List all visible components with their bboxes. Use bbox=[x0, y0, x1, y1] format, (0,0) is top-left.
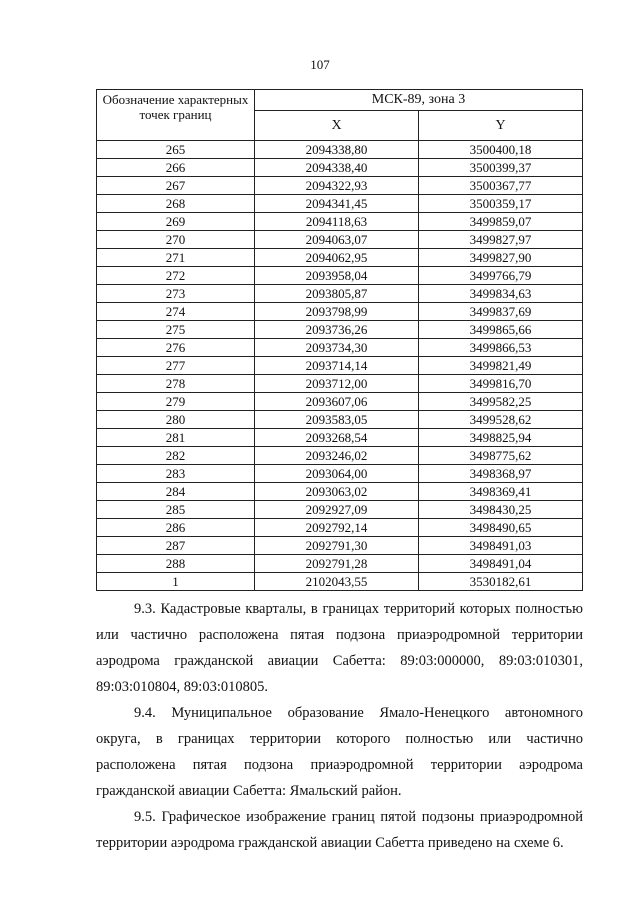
x-coordinate-cell: 2093798,99 bbox=[255, 303, 419, 321]
point-cell: 288 bbox=[97, 555, 255, 573]
point-cell: 269 bbox=[97, 213, 255, 231]
y-coordinate-cell: 3498825,94 bbox=[419, 429, 583, 447]
x-coordinate-cell: 2094062,95 bbox=[255, 249, 419, 267]
point-cell: 265 bbox=[97, 141, 255, 159]
point-cell: 286 bbox=[97, 519, 255, 537]
x-coordinate-cell: 2093064,00 bbox=[255, 465, 419, 483]
point-cell: 268 bbox=[97, 195, 255, 213]
point-cell: 281 bbox=[97, 429, 255, 447]
table-row bbox=[97, 321, 583, 339]
point-cell: 284 bbox=[97, 483, 255, 501]
point-cell: 280 bbox=[97, 411, 255, 429]
point-cell: 285 bbox=[97, 501, 255, 519]
y-coordinate-cell: 3530182,61 bbox=[419, 573, 583, 591]
table-row bbox=[97, 447, 583, 465]
y-coordinate-cell: 3500367,77 bbox=[419, 177, 583, 195]
y-coordinate-cell: 3498491,04 bbox=[419, 555, 583, 573]
x-coordinate-cell: 2094338,40 bbox=[255, 159, 419, 177]
x-coordinate-cell: 2094118,63 bbox=[255, 213, 419, 231]
table-row bbox=[97, 429, 583, 447]
column-x-header: X bbox=[255, 111, 419, 141]
table-row bbox=[97, 177, 583, 195]
point-cell: 277 bbox=[97, 357, 255, 375]
point-cell: 287 bbox=[97, 537, 255, 555]
table-row bbox=[97, 519, 583, 537]
table-body bbox=[97, 141, 583, 591]
x-coordinate-cell: 2092791,28 bbox=[255, 555, 419, 573]
table-row bbox=[97, 159, 583, 177]
point-cell: 271 bbox=[97, 249, 255, 267]
table-row bbox=[97, 573, 583, 591]
point-cell: 276 bbox=[97, 339, 255, 357]
point-cell: 273 bbox=[97, 285, 255, 303]
coordinate-system-header: МСК-89, зона 3 bbox=[255, 90, 583, 111]
y-coordinate-cell: 3499827,97 bbox=[419, 231, 583, 249]
x-coordinate-cell: 2093246,02 bbox=[255, 447, 419, 465]
x-coordinate-cell: 2093734,30 bbox=[255, 339, 419, 357]
y-coordinate-cell: 3499859,07 bbox=[419, 213, 583, 231]
y-coordinate-cell: 3500399,37 bbox=[419, 159, 583, 177]
x-coordinate-cell: 2093607,06 bbox=[255, 393, 419, 411]
y-coordinate-cell: 3499827,90 bbox=[419, 249, 583, 267]
table-row bbox=[97, 213, 583, 231]
table-row bbox=[97, 411, 583, 429]
point-cell: 283 bbox=[97, 465, 255, 483]
y-coordinate-cell: 3499837,69 bbox=[419, 303, 583, 321]
table-row bbox=[97, 465, 583, 483]
y-coordinate-cell: 3498491,03 bbox=[419, 537, 583, 555]
table-header-row bbox=[97, 90, 583, 111]
point-cell: 267 bbox=[97, 177, 255, 195]
paragraph-9-3-cadastral-quarters: 9.3. Кадастровые кварталы, в границах территорий которых полностью или частично расположена пятая подзона приаэродромной территории аэродрома гражданской авиации Сабетта: 89:03:000000, 89:03:010301, 89:03:010804, 89:03:010805. bbox=[96, 601, 583, 695]
x-coordinate-cell: 2093714,14 bbox=[255, 357, 419, 375]
y-coordinate-cell: 3499816,70 bbox=[419, 375, 583, 393]
x-coordinate-cell: 2094341,45 bbox=[255, 195, 419, 213]
table-row bbox=[97, 393, 583, 411]
table-row bbox=[97, 339, 583, 357]
x-coordinate-cell: 2094063,07 bbox=[255, 231, 419, 249]
x-coordinate-cell: 2092927,09 bbox=[255, 501, 419, 519]
x-coordinate-cell: 2092792,14 bbox=[255, 519, 419, 537]
table-row bbox=[97, 555, 583, 573]
point-cell: 274 bbox=[97, 303, 255, 321]
table-row bbox=[97, 357, 583, 375]
table-row bbox=[97, 285, 583, 303]
point-cell: 275 bbox=[97, 321, 255, 339]
table-row bbox=[97, 231, 583, 249]
y-coordinate-cell: 3498369,41 bbox=[419, 483, 583, 501]
point-cell: 270 bbox=[97, 231, 255, 249]
x-coordinate-cell: 2092791,30 bbox=[255, 537, 419, 555]
point-cell: 278 bbox=[97, 375, 255, 393]
y-coordinate-cell: 3500400,18 bbox=[419, 141, 583, 159]
x-coordinate-cell: 2093805,87 bbox=[255, 285, 419, 303]
point-cell: 282 bbox=[97, 447, 255, 465]
x-coordinate-cell: 2093958,04 bbox=[255, 267, 419, 285]
y-coordinate-cell: 3498368,97 bbox=[419, 465, 583, 483]
table-row bbox=[97, 375, 583, 393]
y-coordinate-cell: 3499834,63 bbox=[419, 285, 583, 303]
y-coordinate-cell: 3498775,62 bbox=[419, 447, 583, 465]
point-designation-header: Обозначение характерных точек границ bbox=[97, 90, 255, 141]
table-row bbox=[97, 195, 583, 213]
y-coordinate-cell: 3499865,66 bbox=[419, 321, 583, 339]
point-cell: 1 bbox=[97, 573, 255, 591]
y-coordinate-cell: 3498490,65 bbox=[419, 519, 583, 537]
table-row bbox=[97, 141, 583, 159]
coordinates-table bbox=[96, 89, 583, 591]
paragraph-9-4-municipality: 9.4. Муниципальное образование Ямало-Ненецкого автономного округа, в границах территории которого полностью или частично расположена пятая подзона приаэродромной территории аэродрома гражданской авиации Сабетта: Ямальский район. bbox=[96, 705, 583, 799]
table-row bbox=[97, 483, 583, 501]
point-cell: 272 bbox=[97, 267, 255, 285]
table-row bbox=[97, 501, 583, 519]
y-coordinate-cell: 3498430,25 bbox=[419, 501, 583, 519]
table-row bbox=[97, 249, 583, 267]
y-coordinate-cell: 3499866,53 bbox=[419, 339, 583, 357]
y-coordinate-cell: 3499528,62 bbox=[419, 411, 583, 429]
page-number: 107 bbox=[310, 57, 330, 72]
x-coordinate-cell: 2093583,05 bbox=[255, 411, 419, 429]
point-cell: 279 bbox=[97, 393, 255, 411]
y-coordinate-cell: 3499582,25 bbox=[419, 393, 583, 411]
x-coordinate-cell: 2094322,93 bbox=[255, 177, 419, 195]
x-coordinate-cell: 2093268,54 bbox=[255, 429, 419, 447]
x-coordinate-cell: 2093712,00 bbox=[255, 375, 419, 393]
y-coordinate-cell: 3500359,17 bbox=[419, 195, 583, 213]
table-row bbox=[97, 537, 583, 555]
x-coordinate-cell: 2094338,80 bbox=[255, 141, 419, 159]
table-row bbox=[97, 303, 583, 321]
point-cell: 266 bbox=[97, 159, 255, 177]
x-coordinate-cell: 2093063,02 bbox=[255, 483, 419, 501]
y-coordinate-cell: 3499821,49 bbox=[419, 357, 583, 375]
y-coordinate-cell: 3499766,79 bbox=[419, 267, 583, 285]
x-coordinate-cell: 2093736,26 bbox=[255, 321, 419, 339]
table-row bbox=[97, 267, 583, 285]
paragraph-9-5-graphic-scheme: 9.5. Графическое изображение границ пятой подзоны приаэродромной территории аэродрома гражданской авиации Сабетта приведено на схеме 6. bbox=[96, 809, 583, 851]
column-y-header: Y bbox=[419, 111, 583, 141]
x-coordinate-cell: 2102043,55 bbox=[255, 573, 419, 591]
